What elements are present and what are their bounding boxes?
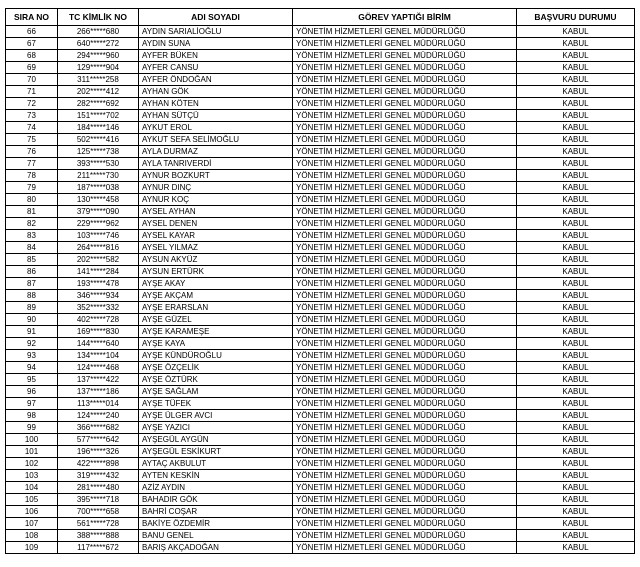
cell-sira-no: 100 bbox=[6, 434, 58, 446]
cell-tc-kimlik-no: 366*****682 bbox=[58, 422, 139, 434]
cell-basvuru-durumu: KABUL bbox=[517, 338, 635, 350]
table-row bbox=[6, 278, 635, 290]
table-row bbox=[6, 26, 635, 38]
cell-tc-kimlik-no: 113*****014 bbox=[58, 398, 139, 410]
cell-basvuru-durumu: KABUL bbox=[517, 62, 635, 74]
cell-gorev-birim: YÖNETİM HİZMETLERİ GENEL MÜDÜRLÜĞÜ bbox=[293, 482, 517, 494]
table-row bbox=[6, 410, 635, 422]
cell-gorev-birim: YÖNETİM HİZMETLERİ GENEL MÜDÜRLÜĞÜ bbox=[293, 194, 517, 206]
cell-adi-soyadi: BAKİYE ÖZDEMİR bbox=[139, 518, 293, 530]
table-row bbox=[6, 86, 635, 98]
table-row bbox=[6, 134, 635, 146]
table-row bbox=[6, 434, 635, 446]
table-row bbox=[6, 50, 635, 62]
cell-sira-no: 70 bbox=[6, 74, 58, 86]
cell-sira-no: 106 bbox=[6, 506, 58, 518]
cell-gorev-birim: YÖNETİM HİZMETLERİ GENEL MÜDÜRLÜĞÜ bbox=[293, 266, 517, 278]
cell-tc-kimlik-no: 169*****830 bbox=[58, 326, 139, 338]
cell-gorev-birim: YÖNETİM HİZMETLERİ GENEL MÜDÜRLÜĞÜ bbox=[293, 98, 517, 110]
table-row bbox=[6, 374, 635, 386]
cell-sira-no: 87 bbox=[6, 278, 58, 290]
cell-adi-soyadi: AYŞE GÜZEL bbox=[139, 314, 293, 326]
cell-gorev-birim: YÖNETİM HİZMETLERİ GENEL MÜDÜRLÜĞÜ bbox=[293, 326, 517, 338]
cell-basvuru-durumu: KABUL bbox=[517, 146, 635, 158]
cell-gorev-birim: YÖNETİM HİZMETLERİ GENEL MÜDÜRLÜĞÜ bbox=[293, 218, 517, 230]
cell-tc-kimlik-no: 211*****730 bbox=[58, 170, 139, 182]
cell-sira-no: 94 bbox=[6, 362, 58, 374]
cell-sira-no: 85 bbox=[6, 254, 58, 266]
cell-tc-kimlik-no: 202*****412 bbox=[58, 86, 139, 98]
table-row bbox=[6, 290, 635, 302]
cell-adi-soyadi: AYHAN SÜTÇÜ bbox=[139, 110, 293, 122]
cell-adi-soyadi: AYNUR KOÇ bbox=[139, 194, 293, 206]
cell-gorev-birim: YÖNETİM HİZMETLERİ GENEL MÜDÜRLÜĞÜ bbox=[293, 350, 517, 362]
cell-tc-kimlik-no: 294*****960 bbox=[58, 50, 139, 62]
cell-gorev-birim: YÖNETİM HİZMETLERİ GENEL MÜDÜRLÜĞÜ bbox=[293, 206, 517, 218]
cell-tc-kimlik-no: 134*****104 bbox=[58, 350, 139, 362]
cell-adi-soyadi: AYŞE YAZICI bbox=[139, 422, 293, 434]
table-row bbox=[6, 242, 635, 254]
header-tc-kimlik-no: TC KİMLİK NO bbox=[58, 9, 139, 26]
cell-adi-soyadi: AYŞE SAĞLAM bbox=[139, 386, 293, 398]
table-row bbox=[6, 74, 635, 86]
cell-sira-no: 99 bbox=[6, 422, 58, 434]
cell-tc-kimlik-no: 393*****530 bbox=[58, 158, 139, 170]
cell-tc-kimlik-no: 346*****934 bbox=[58, 290, 139, 302]
cell-sira-no: 83 bbox=[6, 230, 58, 242]
table-row bbox=[6, 158, 635, 170]
cell-tc-kimlik-no: 266*****680 bbox=[58, 26, 139, 38]
cell-basvuru-durumu: KABUL bbox=[517, 374, 635, 386]
cell-gorev-birim: YÖNETİM HİZMETLERİ GENEL MÜDÜRLÜĞÜ bbox=[293, 530, 517, 542]
cell-tc-kimlik-no: 137*****422 bbox=[58, 374, 139, 386]
cell-basvuru-durumu: KABUL bbox=[517, 182, 635, 194]
cell-tc-kimlik-no: 502*****416 bbox=[58, 134, 139, 146]
cell-tc-kimlik-no: 184*****146 bbox=[58, 122, 139, 134]
cell-tc-kimlik-no: 264*****816 bbox=[58, 242, 139, 254]
table-row bbox=[6, 518, 635, 530]
cell-adi-soyadi: BAHRİ COŞAR bbox=[139, 506, 293, 518]
cell-basvuru-durumu: KABUL bbox=[517, 86, 635, 98]
cell-tc-kimlik-no: 196*****326 bbox=[58, 446, 139, 458]
cell-adi-soyadi: AYLA TANRIVERDİ bbox=[139, 158, 293, 170]
cell-tc-kimlik-no: 402*****728 bbox=[58, 314, 139, 326]
cell-tc-kimlik-no: 103*****746 bbox=[58, 230, 139, 242]
cell-tc-kimlik-no: 422*****898 bbox=[58, 458, 139, 470]
cell-sira-no: 95 bbox=[6, 374, 58, 386]
cell-adi-soyadi: AYKUT EROL bbox=[139, 122, 293, 134]
cell-sira-no: 79 bbox=[6, 182, 58, 194]
cell-tc-kimlik-no: 117*****672 bbox=[58, 542, 139, 554]
cell-gorev-birim: YÖNETİM HİZMETLERİ GENEL MÜDÜRLÜĞÜ bbox=[293, 38, 517, 50]
cell-gorev-birim: YÖNETİM HİZMETLERİ GENEL MÜDÜRLÜĞÜ bbox=[293, 242, 517, 254]
header-basvuru-durumu: BAŞVURU DURUMU bbox=[517, 9, 635, 26]
cell-adi-soyadi: AYŞE ERARSLAN bbox=[139, 302, 293, 314]
cell-tc-kimlik-no: 229*****962 bbox=[58, 218, 139, 230]
cell-gorev-birim: YÖNETİM HİZMETLERİ GENEL MÜDÜRLÜĞÜ bbox=[293, 134, 517, 146]
cell-basvuru-durumu: KABUL bbox=[517, 266, 635, 278]
cell-adi-soyadi: AYŞE ÖZÇELİK bbox=[139, 362, 293, 374]
cell-gorev-birim: YÖNETİM HİZMETLERİ GENEL MÜDÜRLÜĞÜ bbox=[293, 518, 517, 530]
cell-basvuru-durumu: KABUL bbox=[517, 110, 635, 122]
table-row bbox=[6, 398, 635, 410]
cell-basvuru-durumu: KABUL bbox=[517, 458, 635, 470]
cell-gorev-birim: YÖNETİM HİZMETLERİ GENEL MÜDÜRLÜĞÜ bbox=[293, 110, 517, 122]
cell-basvuru-durumu: KABUL bbox=[517, 398, 635, 410]
cell-adi-soyadi: AYSUN ERTÜRK bbox=[139, 266, 293, 278]
cell-gorev-birim: YÖNETİM HİZMETLERİ GENEL MÜDÜRLÜĞÜ bbox=[293, 290, 517, 302]
cell-basvuru-durumu: KABUL bbox=[517, 242, 635, 254]
cell-basvuru-durumu: KABUL bbox=[517, 218, 635, 230]
cell-sira-no: 73 bbox=[6, 110, 58, 122]
cell-tc-kimlik-no: 700*****658 bbox=[58, 506, 139, 518]
cell-sira-no: 71 bbox=[6, 86, 58, 98]
cell-adi-soyadi: AYDIN SUNA bbox=[139, 38, 293, 50]
cell-tc-kimlik-no: 202*****582 bbox=[58, 254, 139, 266]
cell-gorev-birim: YÖNETİM HİZMETLERİ GENEL MÜDÜRLÜĞÜ bbox=[293, 170, 517, 182]
cell-tc-kimlik-no: 311*****258 bbox=[58, 74, 139, 86]
cell-gorev-birim: YÖNETİM HİZMETLERİ GENEL MÜDÜRLÜĞÜ bbox=[293, 26, 517, 38]
applicant-table bbox=[5, 8, 635, 554]
cell-basvuru-durumu: KABUL bbox=[517, 386, 635, 398]
cell-gorev-birim: YÖNETİM HİZMETLERİ GENEL MÜDÜRLÜĞÜ bbox=[293, 386, 517, 398]
cell-adi-soyadi: AYTEN KESKİN bbox=[139, 470, 293, 482]
table-row bbox=[6, 542, 635, 554]
cell-tc-kimlik-no: 151*****702 bbox=[58, 110, 139, 122]
cell-gorev-birim: YÖNETİM HİZMETLERİ GENEL MÜDÜRLÜĞÜ bbox=[293, 182, 517, 194]
cell-basvuru-durumu: KABUL bbox=[517, 470, 635, 482]
cell-gorev-birim: YÖNETİM HİZMETLERİ GENEL MÜDÜRLÜĞÜ bbox=[293, 362, 517, 374]
cell-basvuru-durumu: KABUL bbox=[517, 278, 635, 290]
cell-gorev-birim: YÖNETİM HİZMETLERİ GENEL MÜDÜRLÜĞÜ bbox=[293, 74, 517, 86]
cell-basvuru-durumu: KABUL bbox=[517, 410, 635, 422]
cell-gorev-birim: YÖNETİM HİZMETLERİ GENEL MÜDÜRLÜĞÜ bbox=[293, 254, 517, 266]
cell-basvuru-durumu: KABUL bbox=[517, 314, 635, 326]
cell-basvuru-durumu: KABUL bbox=[517, 38, 635, 50]
cell-sira-no: 76 bbox=[6, 146, 58, 158]
cell-gorev-birim: YÖNETİM HİZMETLERİ GENEL MÜDÜRLÜĞÜ bbox=[293, 278, 517, 290]
cell-tc-kimlik-no: 124*****468 bbox=[58, 362, 139, 374]
cell-tc-kimlik-no: 144*****640 bbox=[58, 338, 139, 350]
header-sira-no: SIRA NO bbox=[6, 9, 58, 26]
cell-sira-no: 80 bbox=[6, 194, 58, 206]
cell-basvuru-durumu: KABUL bbox=[517, 26, 635, 38]
cell-basvuru-durumu: KABUL bbox=[517, 290, 635, 302]
cell-gorev-birim: YÖNETİM HİZMETLERİ GENEL MÜDÜRLÜĞÜ bbox=[293, 398, 517, 410]
cell-sira-no: 84 bbox=[6, 242, 58, 254]
table-row bbox=[6, 170, 635, 182]
cell-sira-no: 102 bbox=[6, 458, 58, 470]
cell-basvuru-durumu: KABUL bbox=[517, 134, 635, 146]
cell-gorev-birim: YÖNETİM HİZMETLERİ GENEL MÜDÜRLÜĞÜ bbox=[293, 542, 517, 554]
cell-gorev-birim: YÖNETİM HİZMETLERİ GENEL MÜDÜRLÜĞÜ bbox=[293, 494, 517, 506]
cell-sira-no: 93 bbox=[6, 350, 58, 362]
cell-tc-kimlik-no: 130*****458 bbox=[58, 194, 139, 206]
cell-sira-no: 77 bbox=[6, 158, 58, 170]
cell-sira-no: 107 bbox=[6, 518, 58, 530]
table-row bbox=[6, 230, 635, 242]
cell-sira-no: 109 bbox=[6, 542, 58, 554]
table-row bbox=[6, 62, 635, 74]
cell-gorev-birim: YÖNETİM HİZMETLERİ GENEL MÜDÜRLÜĞÜ bbox=[293, 86, 517, 98]
cell-basvuru-durumu: KABUL bbox=[517, 506, 635, 518]
cell-gorev-birim: YÖNETİM HİZMETLERİ GENEL MÜDÜRLÜĞÜ bbox=[293, 314, 517, 326]
table-row bbox=[6, 494, 635, 506]
cell-tc-kimlik-no: 281*****480 bbox=[58, 482, 139, 494]
header-row bbox=[6, 9, 635, 26]
cell-basvuru-durumu: KABUL bbox=[517, 434, 635, 446]
cell-basvuru-durumu: KABUL bbox=[517, 302, 635, 314]
table-row bbox=[6, 422, 635, 434]
header-adi-soyadi: ADI SOYADI bbox=[139, 9, 293, 26]
cell-basvuru-durumu: KABUL bbox=[517, 446, 635, 458]
cell-basvuru-durumu: KABUL bbox=[517, 350, 635, 362]
cell-tc-kimlik-no: 395*****718 bbox=[58, 494, 139, 506]
cell-tc-kimlik-no: 129*****904 bbox=[58, 62, 139, 74]
cell-sira-no: 74 bbox=[6, 122, 58, 134]
cell-basvuru-durumu: KABUL bbox=[517, 326, 635, 338]
cell-gorev-birim: YÖNETİM HİZMETLERİ GENEL MÜDÜRLÜĞÜ bbox=[293, 506, 517, 518]
cell-adi-soyadi: AYSEL KAYAR bbox=[139, 230, 293, 242]
cell-sira-no: 90 bbox=[6, 314, 58, 326]
cell-gorev-birim: YÖNETİM HİZMETLERİ GENEL MÜDÜRLÜĞÜ bbox=[293, 338, 517, 350]
cell-adi-soyadi: AYFER CANSU bbox=[139, 62, 293, 74]
cell-basvuru-durumu: KABUL bbox=[517, 482, 635, 494]
cell-sira-no: 81 bbox=[6, 206, 58, 218]
cell-gorev-birim: YÖNETİM HİZMETLERİ GENEL MÜDÜRLÜĞÜ bbox=[293, 62, 517, 74]
cell-sira-no: 104 bbox=[6, 482, 58, 494]
cell-gorev-birim: YÖNETİM HİZMETLERİ GENEL MÜDÜRLÜĞÜ bbox=[293, 410, 517, 422]
cell-tc-kimlik-no: 137*****186 bbox=[58, 386, 139, 398]
cell-tc-kimlik-no: 388*****888 bbox=[58, 530, 139, 542]
cell-gorev-birim: YÖNETİM HİZMETLERİ GENEL MÜDÜRLÜĞÜ bbox=[293, 302, 517, 314]
cell-adi-soyadi: AYŞE KAYA bbox=[139, 338, 293, 350]
cell-tc-kimlik-no: 577*****642 bbox=[58, 434, 139, 446]
cell-tc-kimlik-no: 141*****284 bbox=[58, 266, 139, 278]
cell-adi-soyadi: AYŞE KARAMEŞE bbox=[139, 326, 293, 338]
cell-adi-soyadi: AYFER ÖNDOĞAN bbox=[139, 74, 293, 86]
table-row bbox=[6, 350, 635, 362]
cell-sira-no: 68 bbox=[6, 50, 58, 62]
cell-gorev-birim: YÖNETİM HİZMETLERİ GENEL MÜDÜRLÜĞÜ bbox=[293, 446, 517, 458]
cell-adi-soyadi: AYDIN SARIALİOĞLU bbox=[139, 26, 293, 38]
table-row bbox=[6, 110, 635, 122]
cell-gorev-birim: YÖNETİM HİZMETLERİ GENEL MÜDÜRLÜĞÜ bbox=[293, 434, 517, 446]
cell-tc-kimlik-no: 187*****038 bbox=[58, 182, 139, 194]
cell-sira-no: 97 bbox=[6, 398, 58, 410]
cell-gorev-birim: YÖNETİM HİZMETLERİ GENEL MÜDÜRLÜĞÜ bbox=[293, 158, 517, 170]
table-row bbox=[6, 362, 635, 374]
table-row bbox=[6, 38, 635, 50]
cell-adi-soyadi: AYŞE ÜLGER AVCI bbox=[139, 410, 293, 422]
table-row bbox=[6, 338, 635, 350]
cell-gorev-birim: YÖNETİM HİZMETLERİ GENEL MÜDÜRLÜĞÜ bbox=[293, 50, 517, 62]
cell-adi-soyadi: AYŞE ÖZTÜRK bbox=[139, 374, 293, 386]
table-row bbox=[6, 194, 635, 206]
cell-adi-soyadi: AZİZ AYDIN bbox=[139, 482, 293, 494]
table-row bbox=[6, 530, 635, 542]
cell-basvuru-durumu: KABUL bbox=[517, 158, 635, 170]
cell-tc-kimlik-no: 282*****692 bbox=[58, 98, 139, 110]
cell-sira-no: 103 bbox=[6, 470, 58, 482]
cell-basvuru-durumu: KABUL bbox=[517, 194, 635, 206]
cell-sira-no: 89 bbox=[6, 302, 58, 314]
table-row bbox=[6, 326, 635, 338]
cell-gorev-birim: YÖNETİM HİZMETLERİ GENEL MÜDÜRLÜĞÜ bbox=[293, 458, 517, 470]
cell-gorev-birim: YÖNETİM HİZMETLERİ GENEL MÜDÜRLÜĞÜ bbox=[293, 422, 517, 434]
cell-sira-no: 101 bbox=[6, 446, 58, 458]
cell-adi-soyadi: BARIŞ AKÇADOĞAN bbox=[139, 542, 293, 554]
cell-adi-soyadi: AYHAN GÖK bbox=[139, 86, 293, 98]
cell-tc-kimlik-no: 319*****432 bbox=[58, 470, 139, 482]
cell-adi-soyadi: BANU GENEL bbox=[139, 530, 293, 542]
cell-gorev-birim: YÖNETİM HİZMETLERİ GENEL MÜDÜRLÜĞÜ bbox=[293, 122, 517, 134]
cell-adi-soyadi: AYŞEGÜL ESKİKURT bbox=[139, 446, 293, 458]
cell-adi-soyadi: AYLA DURMAZ bbox=[139, 146, 293, 158]
cell-basvuru-durumu: KABUL bbox=[517, 50, 635, 62]
cell-sira-no: 98 bbox=[6, 410, 58, 422]
cell-adi-soyadi: AYNUR BOZKURT bbox=[139, 170, 293, 182]
cell-adi-soyadi: AYŞE TÜFEK bbox=[139, 398, 293, 410]
cell-basvuru-durumu: KABUL bbox=[517, 98, 635, 110]
cell-tc-kimlik-no: 561*****728 bbox=[58, 518, 139, 530]
cell-basvuru-durumu: KABUL bbox=[517, 122, 635, 134]
cell-tc-kimlik-no: 352*****332 bbox=[58, 302, 139, 314]
cell-sira-no: 69 bbox=[6, 62, 58, 74]
cell-adi-soyadi: AYSEL AYHAN bbox=[139, 206, 293, 218]
cell-sira-no: 92 bbox=[6, 338, 58, 350]
cell-gorev-birim: YÖNETİM HİZMETLERİ GENEL MÜDÜRLÜĞÜ bbox=[293, 146, 517, 158]
cell-sira-no: 66 bbox=[6, 26, 58, 38]
table-row bbox=[6, 182, 635, 194]
cell-adi-soyadi: AYSEL YILMAZ bbox=[139, 242, 293, 254]
cell-adi-soyadi: AYŞE AKÇAM bbox=[139, 290, 293, 302]
cell-adi-soyadi: AYTAÇ AKBULUT bbox=[139, 458, 293, 470]
cell-sira-no: 86 bbox=[6, 266, 58, 278]
cell-basvuru-durumu: KABUL bbox=[517, 518, 635, 530]
cell-adi-soyadi: AYŞE AKAY bbox=[139, 278, 293, 290]
cell-gorev-birim: YÖNETİM HİZMETLERİ GENEL MÜDÜRLÜĞÜ bbox=[293, 374, 517, 386]
cell-basvuru-durumu: KABUL bbox=[517, 230, 635, 242]
table-row bbox=[6, 206, 635, 218]
cell-sira-no: 78 bbox=[6, 170, 58, 182]
cell-basvuru-durumu: KABUL bbox=[517, 362, 635, 374]
cell-basvuru-durumu: KABUL bbox=[517, 530, 635, 542]
cell-gorev-birim: YÖNETİM HİZMETLERİ GENEL MÜDÜRLÜĞÜ bbox=[293, 230, 517, 242]
header-gorev-birim: GÖREV YAPTIĞI BİRİM bbox=[293, 9, 517, 26]
table-row bbox=[6, 446, 635, 458]
cell-adi-soyadi: AYSUN AKYÜZ bbox=[139, 254, 293, 266]
cell-basvuru-durumu: KABUL bbox=[517, 494, 635, 506]
cell-basvuru-durumu: KABUL bbox=[517, 542, 635, 554]
table-row bbox=[6, 122, 635, 134]
cell-tc-kimlik-no: 125*****738 bbox=[58, 146, 139, 158]
cell-sira-no: 82 bbox=[6, 218, 58, 230]
cell-basvuru-durumu: KABUL bbox=[517, 422, 635, 434]
cell-sira-no: 108 bbox=[6, 530, 58, 542]
cell-tc-kimlik-no: 193*****478 bbox=[58, 278, 139, 290]
cell-adi-soyadi: AYKUT SEFA SELİMOĞLU bbox=[139, 134, 293, 146]
cell-gorev-birim: YÖNETİM HİZMETLERİ GENEL MÜDÜRLÜĞÜ bbox=[293, 470, 517, 482]
cell-basvuru-durumu: KABUL bbox=[517, 74, 635, 86]
cell-sira-no: 75 bbox=[6, 134, 58, 146]
cell-basvuru-durumu: KABUL bbox=[517, 206, 635, 218]
cell-sira-no: 88 bbox=[6, 290, 58, 302]
table-row bbox=[6, 506, 635, 518]
cell-adi-soyadi: AYŞEGÜL AYGÜN bbox=[139, 434, 293, 446]
cell-tc-kimlik-no: 379*****090 bbox=[58, 206, 139, 218]
table-row bbox=[6, 314, 635, 326]
cell-basvuru-durumu: KABUL bbox=[517, 254, 635, 266]
table-row bbox=[6, 458, 635, 470]
cell-sira-no: 72 bbox=[6, 98, 58, 110]
table-row bbox=[6, 470, 635, 482]
table-row bbox=[6, 386, 635, 398]
cell-adi-soyadi: AYFER BÜKEN bbox=[139, 50, 293, 62]
table-row bbox=[6, 482, 635, 494]
cell-sira-no: 91 bbox=[6, 326, 58, 338]
cell-adi-soyadi: AYNUR DINÇ bbox=[139, 182, 293, 194]
table-row bbox=[6, 254, 635, 266]
cell-tc-kimlik-no: 124*****240 bbox=[58, 410, 139, 422]
cell-adi-soyadi: AYSEL DENEN bbox=[139, 218, 293, 230]
cell-tc-kimlik-no: 640*****272 bbox=[58, 38, 139, 50]
cell-adi-soyadi: AYHAN KÖTEN bbox=[139, 98, 293, 110]
table-row bbox=[6, 302, 635, 314]
cell-sira-no: 67 bbox=[6, 38, 58, 50]
table-row bbox=[6, 146, 635, 158]
cell-sira-no: 96 bbox=[6, 386, 58, 398]
cell-basvuru-durumu: KABUL bbox=[517, 170, 635, 182]
table-row bbox=[6, 98, 635, 110]
cell-adi-soyadi: BAHADIR GÖK bbox=[139, 494, 293, 506]
cell-sira-no: 105 bbox=[6, 494, 58, 506]
table-row bbox=[6, 266, 635, 278]
cell-adi-soyadi: AYŞE KÜNDÜROĞLU bbox=[139, 350, 293, 362]
table-row bbox=[6, 218, 635, 230]
